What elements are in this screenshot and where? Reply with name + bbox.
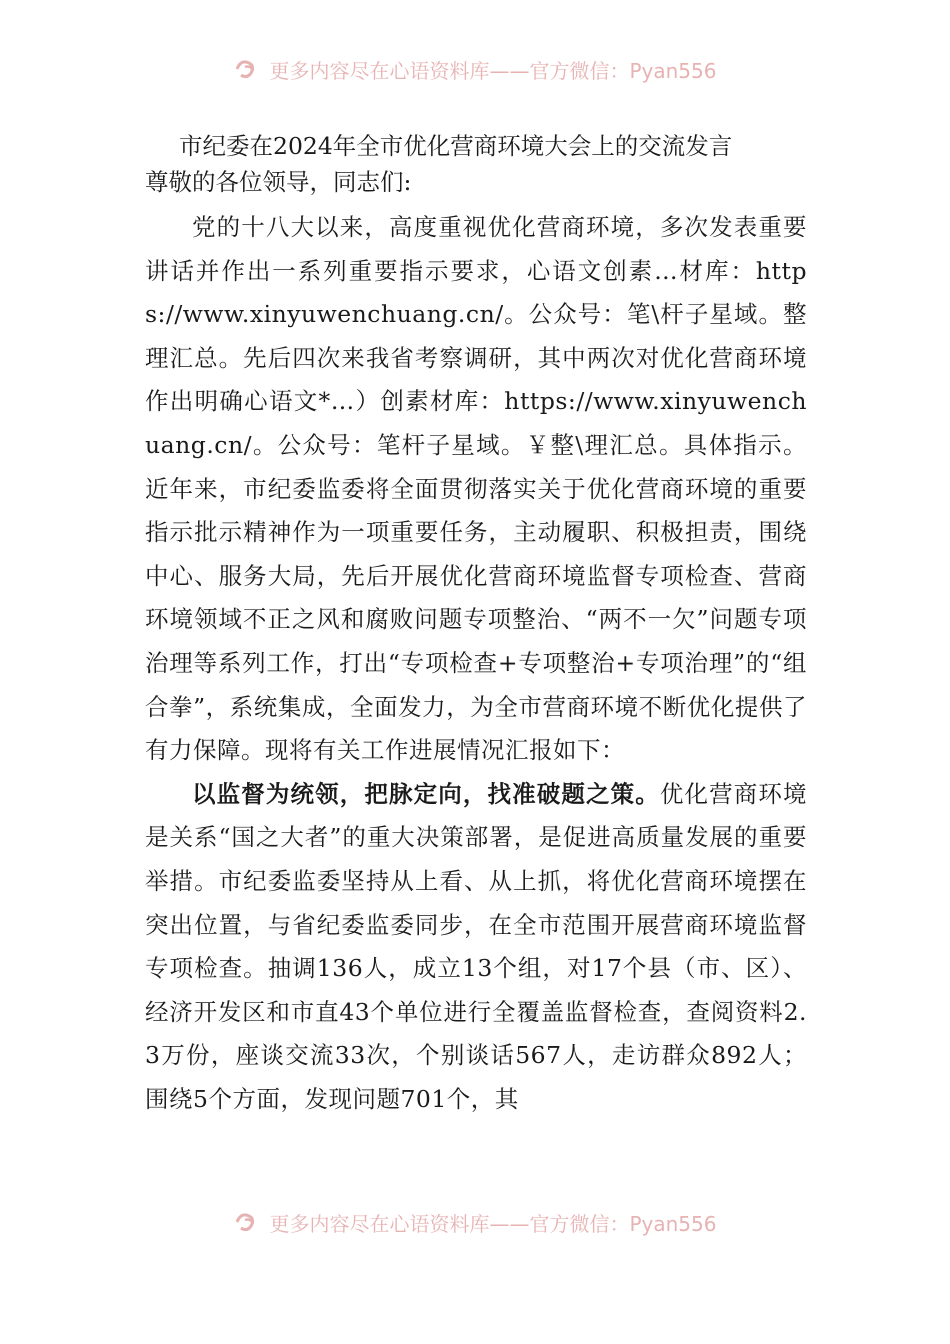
paragraph-text: 党的十八大以来，高度重视优化营商环境，多次发表重要讲话并作出一系列重要指示要求，心语文创素…材库：https://www.xinyuwenchuang.cn/。公众号：笔\杆子星域。整理汇总。先后四次来我省考察调研，其中两次对优化营商环境作出明确心语文*…）创素材库：https://www.xinyuwenchuang.cn/。公众号：笔杆子星域。￥整\理汇总。具体指示。近年来，市纪委监委将全面贯彻落实关于优化营商环境的重要指示批示精神作为一项重要任务，主动履职、积极担责，围绕中心、服务大局，先后开展优化营商环境监督专项检查、营商环境领域不正之风和腐败问题专项整治、“两不一欠”问题专项治理等系列工作，打出“专项检查+专项整治+专项治理”的“组合拳”，系统集成，全面发力，为全市营商环境不断优化提供了有力保障。现将有关工作进展情况汇报如下：	[145, 213, 807, 765]
paragraph-text: 优化营商环境是关系“国之大者”的重大决策部署，是促进高质量发展的重要举措。市纪委监委坚持从上看、从上抓，将优化营商环境摆在突出位置，与省纪委监委同步，在全市范围开展营商环境监督专项检查。抽调136人，成立13个组，对17个县（市、区）、经济开发区和市直43个单位进行全覆盖监督检查，查阅资料2.3万份，座谈交流33次，个别谈话567人，走访群众892人；围绕5个方面，发现问题701个，其	[145, 779, 807, 1113]
paragraph-supervision	[145, 773, 807, 1122]
watermark-text: 更多内容尽在心语资料库——官方微信：Pyan556	[269, 58, 717, 83]
paragraph-intro	[145, 206, 807, 773]
watermark-banner-top	[0, 52, 950, 86]
watermark-logo-icon	[233, 55, 261, 83]
watermark-banner-bottom	[0, 1205, 950, 1239]
watermark-logo-icon	[233, 1208, 261, 1236]
document-title: 市纪委在2024年全市优化营商环境大会上的交流发言	[179, 132, 733, 160]
paragraph-lead-heading: 以监督为统领，把脉定向，找准破题之策。	[192, 779, 660, 808]
document-body	[145, 128, 807, 1121]
watermark-text: 更多内容尽在心语资料库——官方微信：Pyan556	[269, 1211, 717, 1236]
salutation: 尊敬的各位领导，同志们:	[145, 168, 412, 196]
